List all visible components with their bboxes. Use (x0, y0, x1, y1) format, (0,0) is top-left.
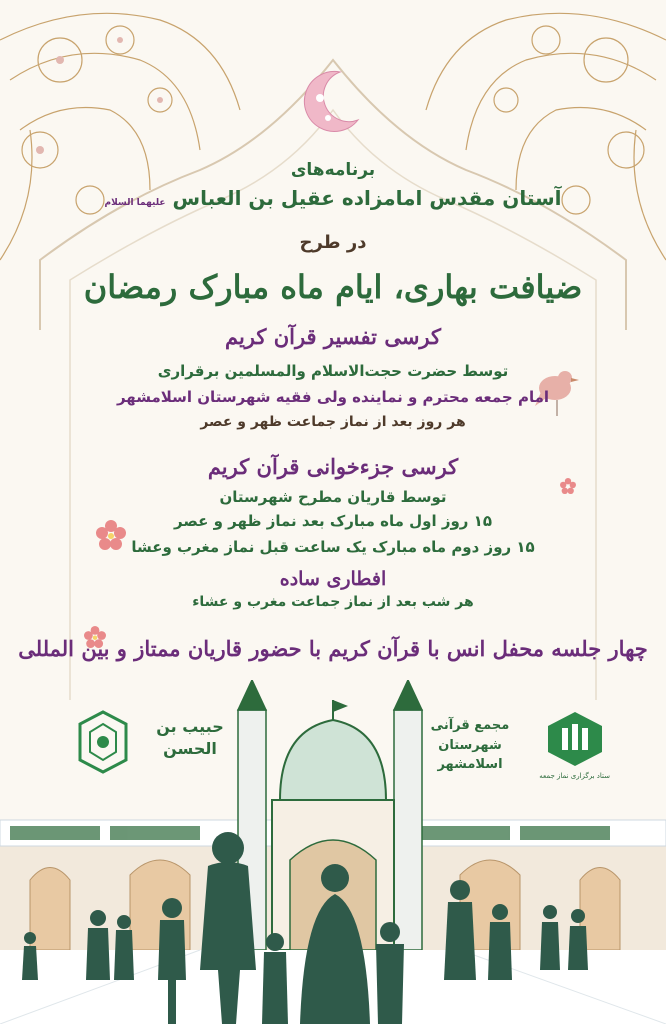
section1-line1: توسط حضرت حجت‌الاسلام والمسلمین برقراری (157, 362, 509, 380)
section2-line1: توسط قاریان مطرح شهرستان (219, 488, 447, 506)
section2-title: کرسی جزءخوانی قرآن کریم (207, 454, 459, 479)
section1-title: کرسی تفسیر قرآن کریم (224, 324, 442, 349)
shrine-illustration (0, 680, 666, 1024)
honorific: علیهما السلام (104, 198, 166, 208)
logo-center-left: حبیب بن الحسن (156, 717, 224, 759)
section1-line2: امام جمعه محترم و نماینده ولی فقیه شهرستان اسلامشهر (116, 388, 550, 406)
logo-center-right: مجمع قرآنی شهرستان اسلامشهر (430, 718, 510, 772)
section3-title: افطاری ساده (279, 568, 387, 590)
closing-line: چهار جلسه محفل انس با قرآن کریم با حضور قاریان ممتاز و بین المللی (18, 636, 648, 661)
section2-line3: ۱۵ روز دوم ماه مبارک یک ساعت قبل نماز مغرب وعشا (131, 538, 535, 556)
crescent-moon-icon (300, 68, 362, 136)
in-plan-label: در طرح (299, 232, 367, 253)
section3-line1: هر شب بعد از نماز جماعت مغرب و عشاء (192, 594, 474, 610)
shrine-name: آستان مقدس امامزاده عقیل بن العباس علیهما السلام (104, 186, 562, 210)
main-title: ضیافت بهاری، ایام ماه مبارک رمضان (83, 268, 583, 306)
section1-line3: هر روز بعد از نماز جماعت ظهر و عصر (200, 414, 466, 430)
section2-line2: ۱۵ روز اول ماه مبارک بعد نماز ظهر و عصر (174, 512, 492, 530)
programs-label: برنامه‌های (290, 160, 376, 180)
logo-right-caption: ستاد برگزاری نماز جمعه (539, 772, 610, 780)
